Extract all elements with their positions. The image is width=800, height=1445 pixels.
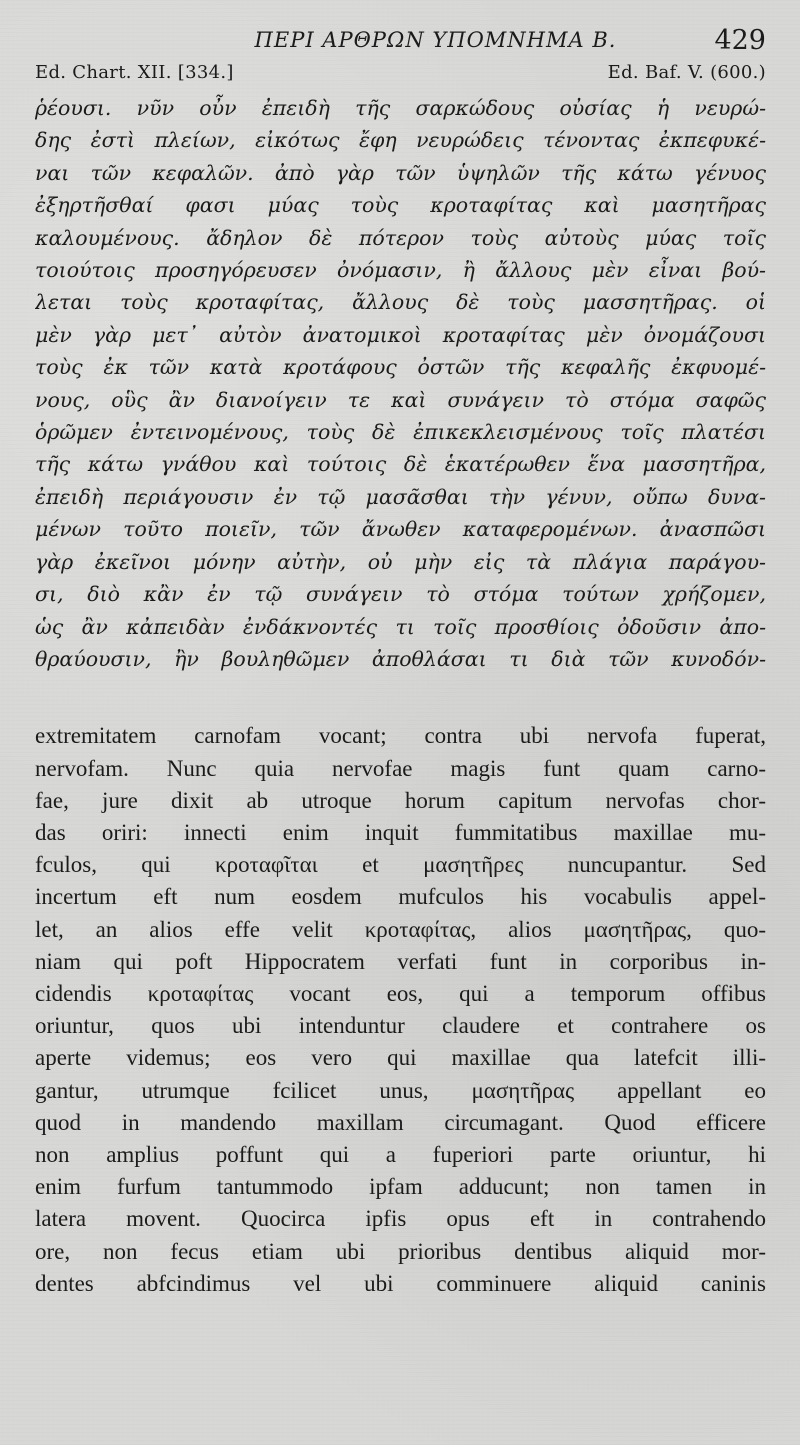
greek-line: ἐξηρτῆσθαί φασι μύας τοὺς κροταφίτας καὶ μασητῆρας (35, 193, 766, 218)
latin-translation-block (35, 720, 766, 1300)
greek-line: καλουμένους. ἄδηλον δὲ πότερον τοὺς αὐτοὺς μύας τοῖς (35, 225, 766, 250)
latin-line: niam qui poft Hippocratem verfati funt in corporibus in- (35, 948, 766, 974)
latin-line: extremitatem carnofam vocant; contra ubi nervofa fuperat, (35, 723, 766, 749)
latin-line: ore, non fecus etiam ubi prioribus dentibus aliquid mor- (35, 1238, 766, 1264)
latin-line: fculos, qui κροταφῖται et μασητῆρες nuncupantur. Sed (35, 852, 766, 878)
greek-line: νους, οὓς ἂν διανοίγειν τε καὶ συνάγειν τὸ στόμα σαφῶς (35, 387, 766, 412)
edition-right: Ed. Baf. V. (600.) (607, 62, 766, 83)
latin-line: oriuntur, quos ubi intenduntur claudere et contrahere os (35, 1013, 766, 1039)
greek-line: ναι τῶν κεφαλῶν. ἀπὸ γὰρ τῶν ὑψηλῶν τῆς κάτω γένυος (35, 160, 766, 185)
latin-line: dentes abfcindimus vel ubi comminuere aliquid caninis (35, 1270, 766, 1296)
greek-line: ὡς ἂν κἀπειδὰν ἐνδάκνοντές τι τοῖς προσθίοις ὀδοῦσιν ἀπο- (35, 614, 766, 639)
latin-line: latera movent. Quocirca ipfis opus eft in contrahendo (35, 1206, 766, 1232)
greek-line: τῆς κάτω γνάθου καὶ τούτοις δὲ ἑκατέρωθεν ἕνα μασσητῆρα, (35, 452, 766, 477)
greek-line: ῥέουσι. νῦν οὖν ἐπειδὴ τῆς σαρκώδους οὐσίας ἡ νευρώ- (35, 96, 766, 120)
latin-line: incertum eft num eosdem mufculos his vocabulis appel- (35, 884, 766, 910)
greek-line: σι, διὸ κἂν ἐν τῷ συνάγειν τὸ στόμα τούτων χρήζομεν, (35, 582, 766, 607)
greek-text-block (35, 92, 766, 675)
greek-line: τοιούτοις προσηγόρευσεν ὀνόμασιν, ἢ ἄλλους μὲν εἶναι βού- (35, 258, 766, 283)
latin-line: let, an alios effe velit κροταφίτας, alios μασητῆρας, quo- (35, 916, 766, 942)
greek-line: τοὺς ἐκ τῶν κατὰ κροτάφους ὀστῶν τῆς κεφαλῆς ἐκφυομέ- (35, 355, 766, 380)
greek-line: ὁρῶμεν ἐντεινομένους, τοὺς δὲ ἐπικεκλεισμένους τοῖς πλατέσι (35, 420, 766, 445)
running-head (35, 25, 766, 58)
latin-line: enim furfum tantummodo ipfam adducunt; non tamen in (35, 1174, 766, 1200)
page-title: ΠΕΡΙ ΑΡΘΡΩΝ ΥΠΟΜΝΗΜΑ Β. (254, 28, 617, 52)
latin-line: non amplius poffunt qui a fuperiori parte oriuntur, hi (35, 1141, 766, 1167)
greek-line: ἐπειδὴ περιάγουσιν ἐν τῷ μασᾶσθαι τὴν γένυν, οὔπω δυνα- (35, 484, 766, 509)
edition-left: Ed. Chart. XII. [334.] (35, 62, 234, 83)
greek-line: γὰρ ἐκεῖνοι μόνην αὐτὴν, οὐ μὴν εἰς τὰ πλάγια παράγου- (35, 549, 766, 574)
latin-line: fae, jure dixit ab utroque horum capitum nervofas chor- (35, 787, 766, 813)
greek-line: δης ἐστὶ πλείων, εἰκότως ἔφη νευρώδεις τένοντας ἐκπεφυκέ- (35, 128, 766, 153)
greek-line: λεται τοὺς κροταφίτας, ἄλλους δὲ τοὺς μασσητῆρας. οἱ (35, 290, 766, 315)
latin-line: gantur, utrumque fcilicet unus, μασητῆρας appellant eo (35, 1077, 766, 1103)
latin-line: das oriri: innecti enim inquit fummitatibus maxillae mu- (35, 819, 766, 845)
greek-line: μένων τοῦτο ποιεῖν, τῶν ἄνωθεν καταφερομένων. ἀνασπῶσι (35, 517, 766, 542)
greek-line: θραύουσιν, ἢν βουληθῶμεν ἀποθλάσαι τι διὰ τῶν κυνοδόν- (35, 646, 766, 671)
edition-references (35, 62, 766, 92)
greek-line: μὲν γὰρ μετ᾽ αὐτὸν ἀνατομικοὶ κροταφίτας μὲν ὀνομάζουσι (35, 322, 766, 347)
page-number: 429 (714, 25, 766, 56)
latin-line: quod in mandendo maxillam circumagant. Quod efficere (35, 1109, 766, 1135)
latin-line: nervofam. Nunc quia nervofae magis funt quam carno- (35, 755, 766, 781)
latin-line: aperte videmus; eos vero qui maxillae qua latefcit illi- (35, 1045, 766, 1071)
latin-line: cidendis κροταφίτας vocant eos, qui a temporum offibus (35, 980, 766, 1006)
